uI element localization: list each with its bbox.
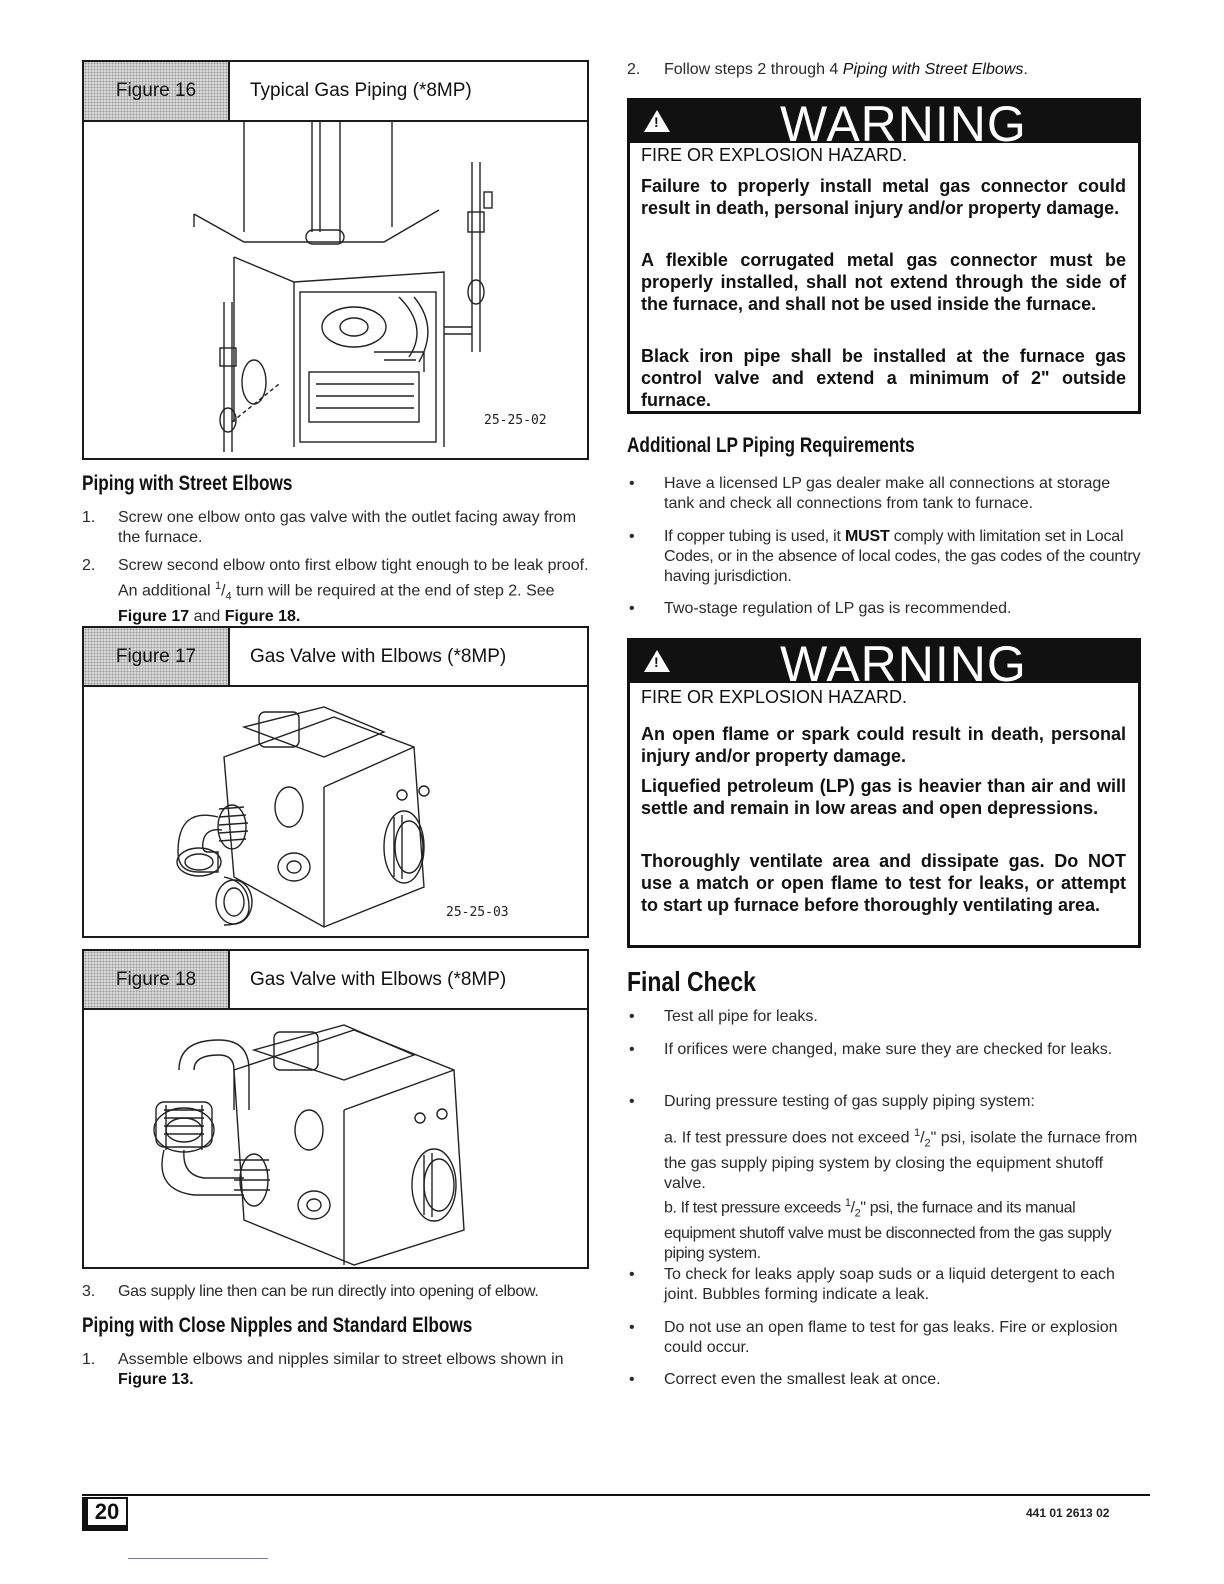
bullet-text xyxy=(664,527,1142,587)
section-ref-street-elbows[interactable]: Piping with Street Elbows xyxy=(842,61,1024,78)
bottom-link-line xyxy=(128,1558,268,1559)
footer-rule xyxy=(82,1494,1150,1496)
figure-16-code: 25-25-02 xyxy=(484,413,547,428)
warning-paragraph: Black iron pipe shall be installed at the furnace gas control valve and extend a minimum of 2" outside furnace. xyxy=(641,346,1126,410)
step-text-and: and xyxy=(193,607,221,625)
figure-18-tag: Figure 18 xyxy=(84,951,230,1008)
bullet-text-a: If copper tubing is used, it xyxy=(664,528,841,545)
figure-16-tag: Figure 16 xyxy=(84,62,230,120)
warning-paragraph: An open flame or spark could result in death, personal injury and/or property damage. xyxy=(641,724,1126,766)
gas-valve-elbows-illustration xyxy=(84,687,587,936)
bullet-text-b: comply with limitation set in Local Codes, or in the absence of local codes, the gas codes of the country having jurisdiction. xyxy=(664,528,1141,585)
page-number-box xyxy=(82,1497,128,1531)
figure-ref-17[interactable]: Figure 17 xyxy=(118,607,190,625)
fraction-numerator: 1 xyxy=(913,1127,921,1139)
warning-header xyxy=(630,96,1138,152)
fraction-denominator: 2 xyxy=(854,1207,861,1220)
bullet-dot: • xyxy=(629,1266,635,1283)
bullet-dot: • xyxy=(629,1008,635,1025)
bullet-dot: • xyxy=(629,1319,635,1336)
bullet-dot: • xyxy=(629,600,635,617)
warning-hazard: FIRE OR EXPLOSION HAZARD. xyxy=(641,687,908,707)
bullet-text: To check for leaks apply soap suds or a liquid detergent to each joint. Bubbles forming indicate a leak. xyxy=(664,1266,1115,1303)
bullet-text: Have a licensed LP gas dealer make all connections at storage tank and check all connections from tank to furnace. xyxy=(664,475,1111,512)
step-text: Screw one elbow onto gas valve with the outlet facing away from the furnace. xyxy=(118,509,577,546)
step-text-a: Assemble elbows and nipples similar to street elbows shown in xyxy=(118,1351,564,1368)
document-number: 441 01 2613 02 xyxy=(1026,1506,1110,1520)
heading-lp-piping: Additional LP Piping Requirements xyxy=(627,434,915,457)
fraction-denominator: 4 xyxy=(225,590,232,603)
figure-17-header xyxy=(84,628,587,687)
figure-ref-18[interactable]: Figure 18 xyxy=(224,607,296,625)
bullet-dot: • xyxy=(629,528,635,545)
bullet-text: Do not use an open flame to test for gas leaks. Fire or explosion could occur. xyxy=(664,1319,1118,1356)
furnace-gas-piping-illustration xyxy=(84,122,587,458)
page-number: 20 xyxy=(94,1499,120,1524)
step-text-end: . xyxy=(295,607,301,625)
figure-17-code: 25-25-03 xyxy=(446,905,509,920)
warning-paragraph: Liquefied petroleum (LP) gas is heavier than air and will settle and remain in low areas and open depressions. xyxy=(641,776,1126,818)
warning-triangle-icon xyxy=(644,650,670,672)
bullet-dot: • xyxy=(629,475,635,492)
sub-item-b: b. If test pressure exceeds $^1/_2$" psi, the furnace and its manual equipment shutoff valve must be disconnected from the gas supply piping system. xyxy=(664,1197,1112,1262)
step-text: Gas supply line then can be run directly into opening of elbow. xyxy=(118,1283,539,1300)
sub-item-text-a: a. If test pressure does not exceed xyxy=(664,1129,910,1147)
figure-16-title: Typical Gas Piping (*8MP) xyxy=(250,80,472,101)
warning-title: WARNING xyxy=(780,96,1027,152)
bullet-text: During pressure testing of gas supply piping system: xyxy=(664,1093,1035,1110)
warning-paragraph: A flexible corrugated metal gas connector must be properly installed, shall not extend through the side of the furnace, and shall not be used inside the furnace. xyxy=(641,250,1126,314)
emphasis-must: MUST xyxy=(844,528,890,545)
warning-paragraph: Failure to properly install metal gas connector could result in death, personal injury and/or property damage. xyxy=(641,176,1126,218)
step-text xyxy=(118,1350,596,1390)
bullet-text: Correct even the smallest leak at once. xyxy=(664,1371,941,1388)
step-number: 1. xyxy=(82,1351,96,1368)
bullet-dot: • xyxy=(629,1371,635,1388)
sub-item-a: a. If test pressure does not exceed $^1/_2$" psi, isolate the furnace from the gas supply piping system by closing the equipment shutoff valve. xyxy=(664,1127,1138,1192)
step-number: 2. xyxy=(82,557,96,574)
gas-valve-elbows-alt-illustration xyxy=(84,1010,587,1267)
bullet-dot: • xyxy=(629,1093,635,1110)
figure-17-tag: Figure 17 xyxy=(84,628,230,685)
warning-box-1 xyxy=(627,98,1141,414)
warning-paragraph: Thoroughly ventilate area and dissipate gas. Do NOT use a match or open flame to test for leaks, or attempt to start up furnace before thoroughly ventilating area. xyxy=(641,851,1126,915)
figure-18 xyxy=(82,949,589,1269)
warning-hazard: FIRE OR EXPLOSION HAZARD. xyxy=(641,145,908,165)
bullet-text: Two-stage regulation of LP gas is recommended. xyxy=(664,600,1012,617)
sub-item-text-b: " psi, isolate the furnace from the gas supply piping system by closing the equipment shutoff valve. xyxy=(664,1129,1138,1192)
step-text xyxy=(664,60,1144,80)
warning-header xyxy=(630,636,1138,692)
sub-item-text-a: b. If test pressure exceeds xyxy=(664,1199,841,1217)
figure-18-header xyxy=(84,951,587,1010)
figure-18-title: Gas Valve with Elbows (*8MP) xyxy=(250,968,507,990)
figure-16-header xyxy=(84,62,587,122)
heading-piping-street-elbows: Piping with Street Elbows xyxy=(82,472,293,495)
figure-17 xyxy=(82,626,589,938)
step-text-end: . xyxy=(189,1371,194,1388)
step-number: 3. xyxy=(82,1283,96,1300)
warning-box-2 xyxy=(627,638,1141,948)
heading-final-check: Final Check xyxy=(627,966,756,997)
bullet-text: If orifices were changed, make sure they are checked for leaks. xyxy=(664,1041,1113,1058)
step-text-b: turn will be required at the end of step 2. See xyxy=(231,582,555,600)
figure-17-title: Gas Valve with Elbows (*8MP) xyxy=(250,645,507,667)
step-number: 1. xyxy=(82,509,96,526)
step-text-end: . xyxy=(1023,61,1028,78)
step-text-a: Screw second elbow onto first elbow tight enough to be leak proof. An additional xyxy=(118,557,589,600)
heading-close-nipples: Piping with Close Nipples and Standard Elbows xyxy=(82,1314,473,1337)
warning-title: WARNING xyxy=(780,636,1027,692)
warning-triangle-icon xyxy=(644,110,670,132)
fraction-numerator: 1 xyxy=(214,580,222,592)
fraction-numerator: 1 xyxy=(844,1197,851,1209)
step-number: 2. xyxy=(627,61,641,78)
figure-16 xyxy=(82,60,589,460)
sub-item-text-b: " psi, the furnace and its manual equipment shutoff valve must be disconnected from the gas supply piping system. xyxy=(664,1199,1112,1262)
bullet-dot: • xyxy=(629,1041,635,1058)
step-text: Screw second elbow onto first elbow tight enough to be leak proof. An additional $^1/_4$ turn will be required at the end of step 2. See Figure 17 and Figure 18. xyxy=(118,557,589,625)
bullet-text: Test all pipe for leaks. xyxy=(664,1008,818,1025)
figure-ref-13[interactable]: Figure 13 xyxy=(118,1371,190,1388)
fraction-denominator: 2 xyxy=(924,1137,931,1150)
step-text-a: Follow steps 2 through 4 xyxy=(664,61,839,78)
